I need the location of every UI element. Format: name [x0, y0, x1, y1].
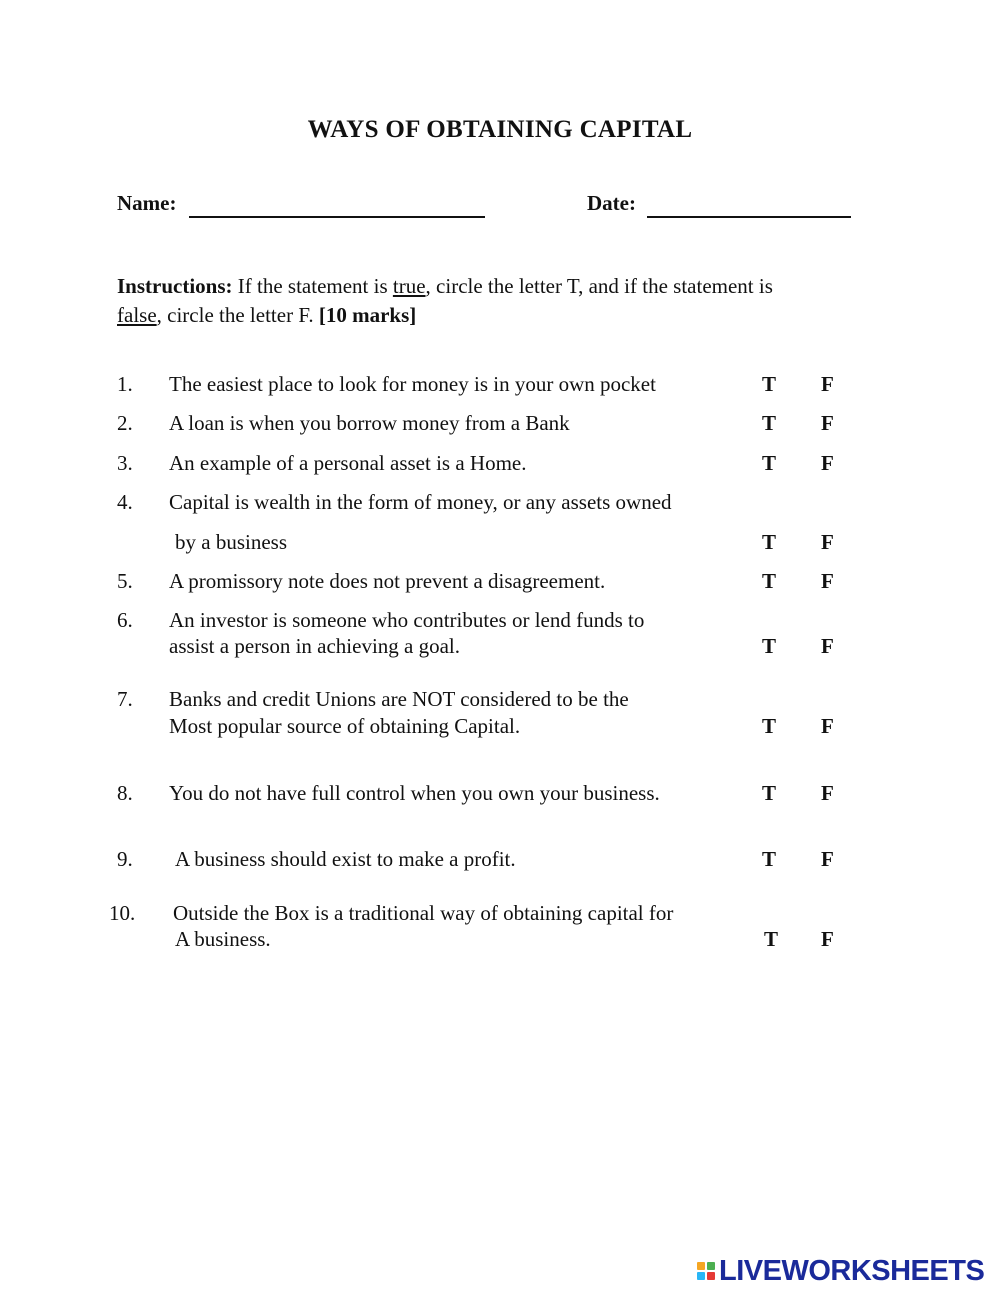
- liveworksheets-logo: [697, 1256, 984, 1286]
- instructions-text-1: If the statement is: [232, 274, 393, 298]
- logo-square: [707, 1272, 715, 1280]
- logo-square: [697, 1262, 705, 1270]
- true-option[interactable]: T: [762, 781, 777, 805]
- true-option[interactable]: T: [762, 634, 777, 658]
- false-option[interactable]: F: [821, 781, 834, 805]
- question-number: 1.: [117, 372, 133, 396]
- logo-square: [697, 1272, 705, 1280]
- question-number: 8.: [117, 781, 133, 805]
- question-number: 3.: [117, 451, 133, 475]
- question-text: A loan is when you borrow money from a Bank: [169, 411, 570, 435]
- false-option[interactable]: F: [821, 569, 834, 593]
- name-blank-line[interactable]: [189, 216, 485, 218]
- instructions-label: Instructions:: [117, 274, 233, 298]
- question-text: An investor is someone who contributes or lend funds to: [169, 608, 645, 632]
- question-text: A promissory note does not prevent a disagreement.: [169, 569, 606, 593]
- question-text-continued: assist a person in achieving a goal.: [169, 634, 461, 658]
- question-text: You do not have full control when you own your business.: [169, 781, 660, 805]
- false-option[interactable]: F: [821, 847, 834, 871]
- question-number: 9.: [117, 847, 133, 871]
- logo-mark-icon: [697, 1262, 715, 1280]
- logo-square: [707, 1262, 715, 1270]
- false-option[interactable]: F: [821, 714, 834, 738]
- true-option[interactable]: T: [762, 411, 777, 435]
- question-text-continued: A business.: [175, 927, 271, 951]
- question-text-continued: by a business: [175, 530, 287, 554]
- marks-label: [10 marks]: [318, 303, 417, 327]
- false-option[interactable]: F: [821, 372, 834, 396]
- false-option[interactable]: F: [821, 634, 834, 658]
- false-option[interactable]: F: [821, 927, 834, 951]
- question-text: Capital is wealth in the form of money, or any assets owned: [169, 490, 672, 514]
- true-option[interactable]: T: [762, 847, 777, 871]
- true-option[interactable]: T: [762, 714, 777, 738]
- question-text: Outside the Box is a traditional way of obtaining capital for: [173, 901, 674, 925]
- question-number: 10.: [109, 901, 136, 925]
- false-option[interactable]: F: [821, 451, 834, 475]
- worksheet-title: WAYS OF OBTAINING CAPITAL: [307, 116, 693, 143]
- question-text: An example of a personal asset is a Home.: [169, 451, 527, 475]
- instructions-text-2: , circle the letter T, and if the statement is: [425, 274, 773, 298]
- false-word: false: [117, 303, 157, 327]
- date-blank-line[interactable]: [647, 216, 851, 218]
- question-number: 4.: [117, 490, 133, 514]
- question-number: 2.: [117, 411, 133, 435]
- question-number: 6.: [117, 608, 133, 632]
- question-text: A business should exist to make a profit.: [175, 847, 516, 871]
- true-option[interactable]: T: [762, 530, 777, 554]
- name-label: Name:: [117, 191, 177, 215]
- date-label: Date:: [587, 191, 636, 215]
- instructions: [117, 272, 847, 330]
- question-number: 7.: [117, 687, 133, 711]
- instructions-text-3: , circle the letter F.: [156, 303, 319, 327]
- question-number: 5.: [117, 569, 133, 593]
- true-option[interactable]: T: [762, 569, 777, 593]
- question-text-continued: Most popular source of obtaining Capital.: [169, 714, 521, 738]
- false-option[interactable]: F: [821, 411, 834, 435]
- true-option[interactable]: T: [764, 927, 779, 951]
- true-word: true: [392, 274, 426, 298]
- logo-text: LIVEWORKSHEETS: [719, 1254, 985, 1287]
- false-option[interactable]: F: [821, 530, 834, 554]
- true-option[interactable]: T: [762, 451, 777, 475]
- true-option[interactable]: T: [762, 372, 777, 396]
- question-text: The easiest place to look for money is in your own pocket: [169, 372, 656, 396]
- question-text: Banks and credit Unions are NOT considered to be the: [169, 687, 629, 711]
